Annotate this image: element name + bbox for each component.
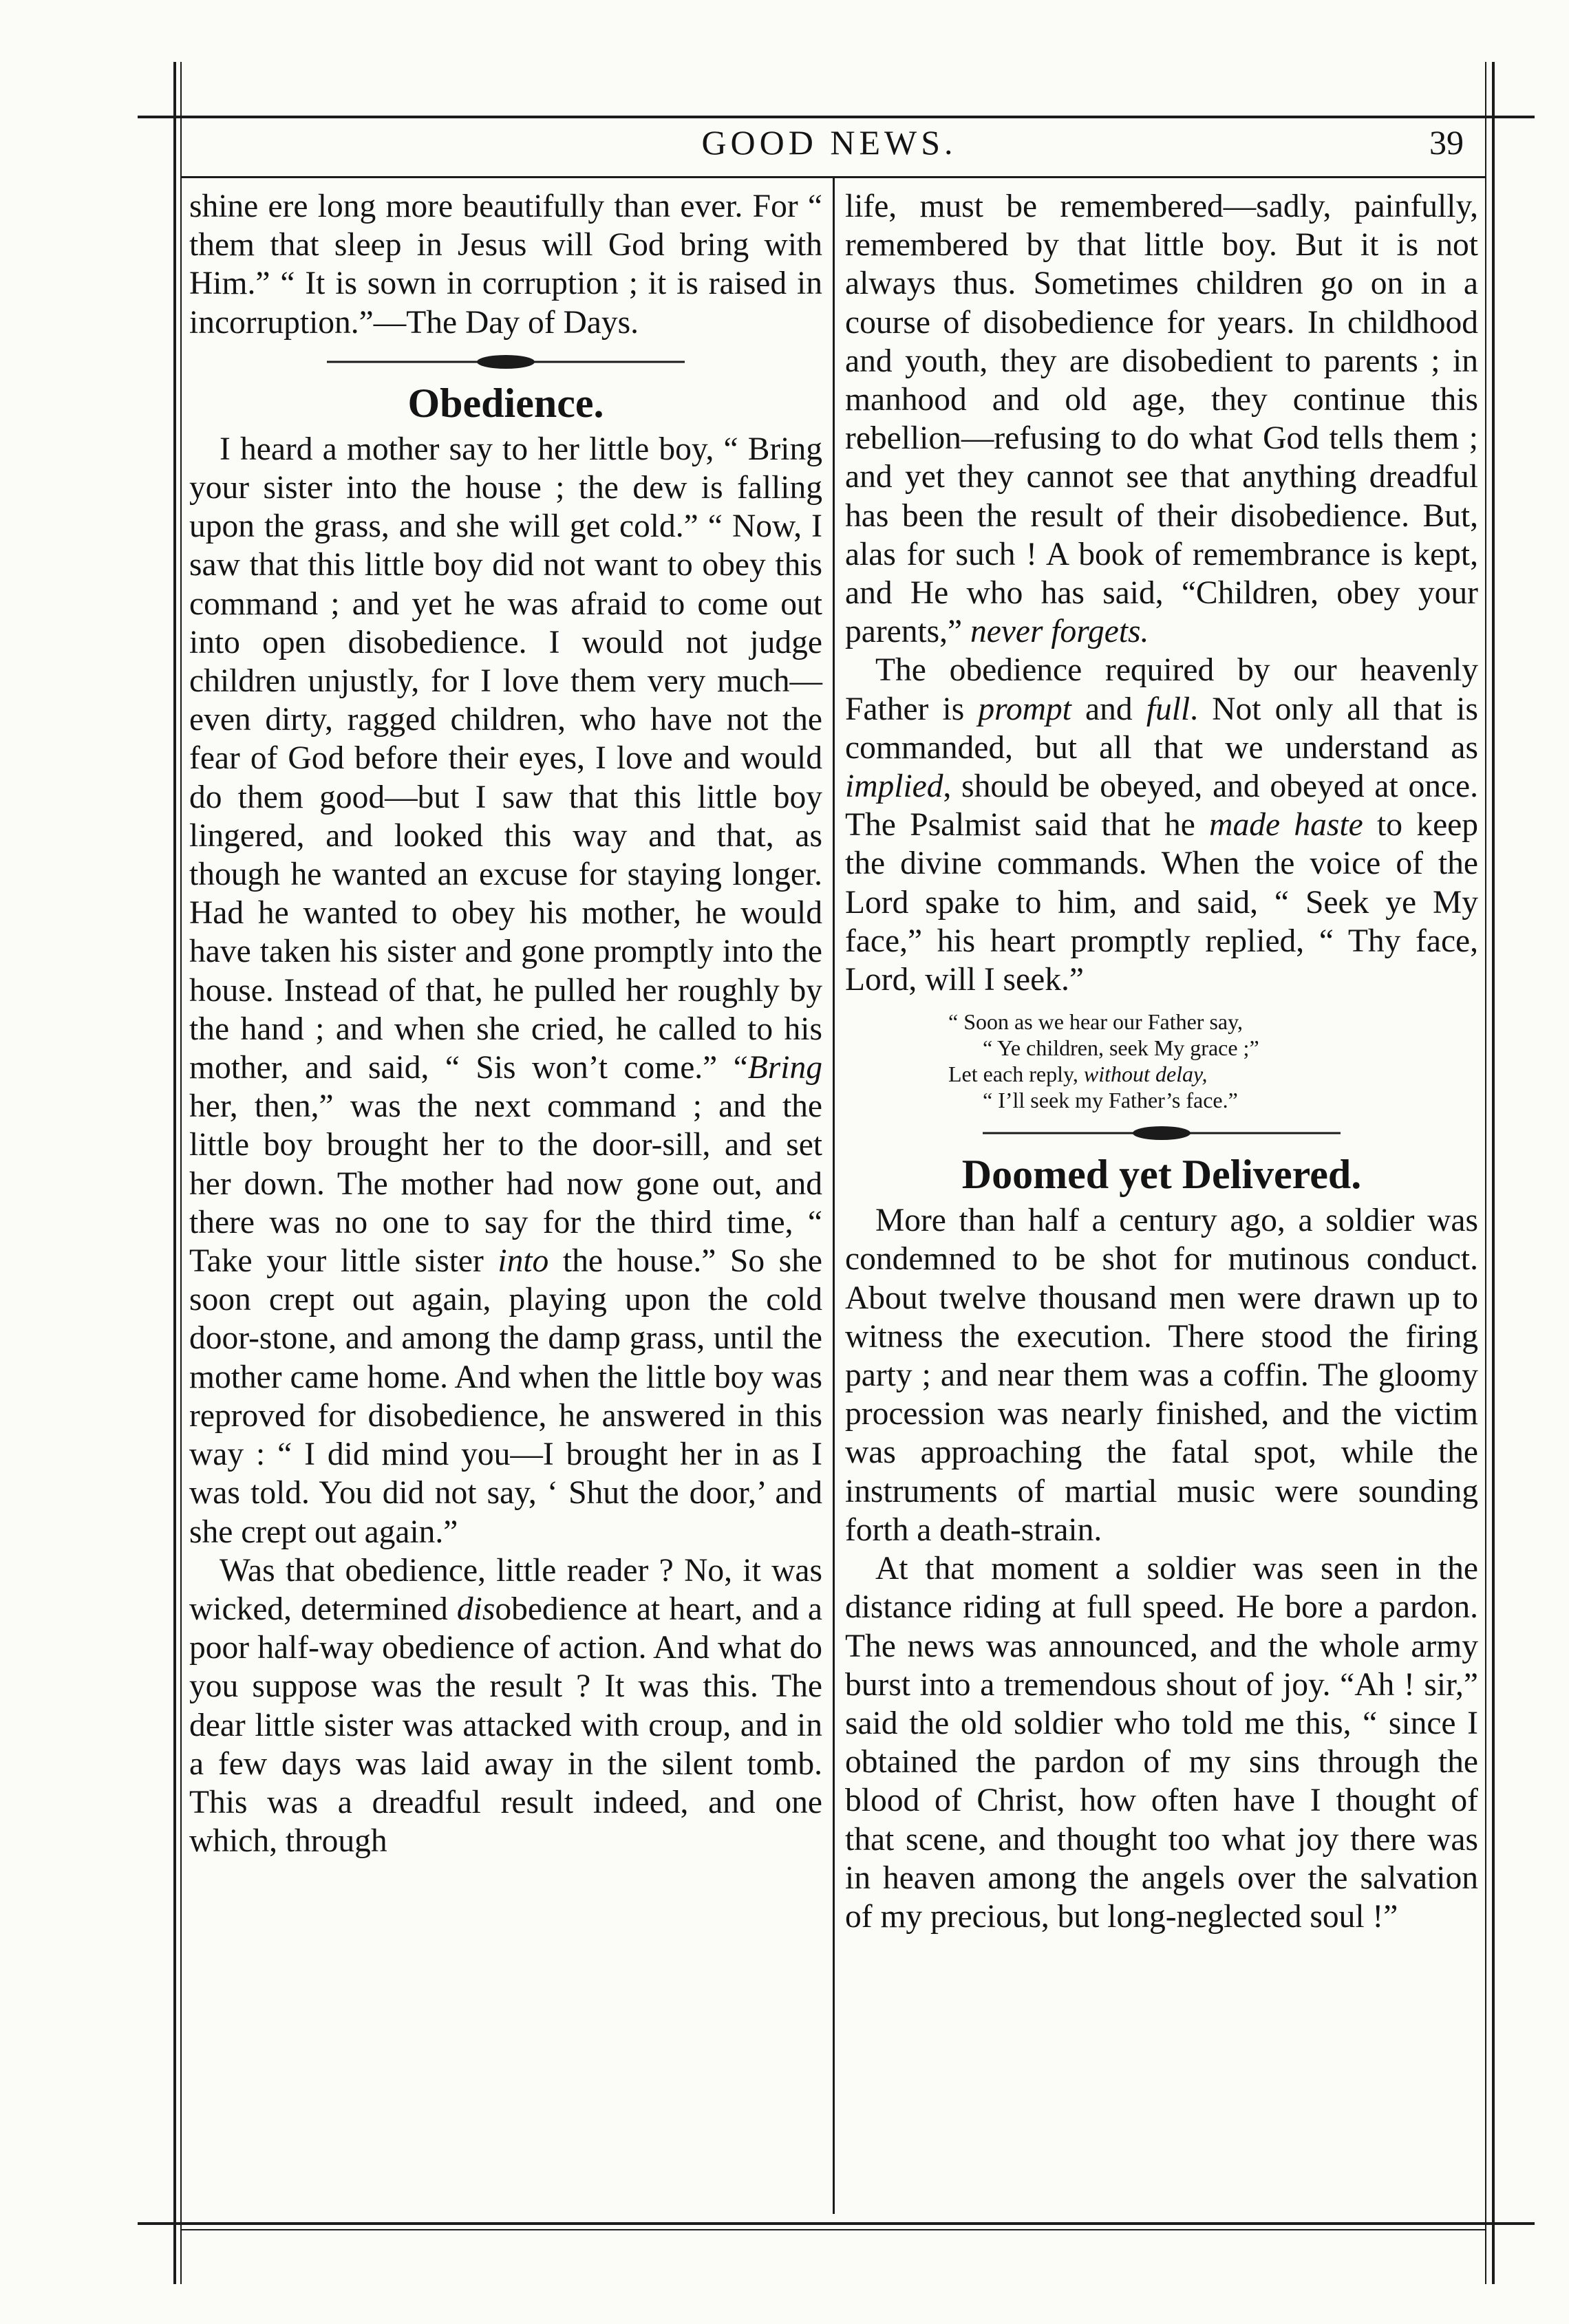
text-run: her, then,” was the next command ; and the little boy brought her to the door-sill, and set her down. The mother had now gone out, and there was no one to say for the third time, “ Take your little sister — [189, 1088, 822, 1280]
text-run: , should be obeyed, and obeyed at once. The Psalmist said that he — [845, 768, 1478, 843]
obedience-paragraph-1 — [189, 430, 822, 1551]
emphasis-run: without delay, — [1083, 1062, 1208, 1087]
hymn-line — [845, 1061, 1478, 1087]
header-title: GOOD NEWS. — [701, 123, 957, 162]
text-run: the house.” So she soon crept out again, playing upon the cold door-stone, and among the damp grass, until the mother came home. And when the little boy was reproved for disobedience, he answered in this way : “ I did mind you—I brought her in as I was told. You did not say, ‘ Shut the door,’ and she crept out again.” — [189, 1243, 822, 1550]
emphasis-run: Bring — [747, 1050, 822, 1086]
text-run: Was that obedience, little reader ? No, it was wicked, determined — [189, 1552, 822, 1627]
doomed-paragraph-1: More than half a century ago, a soldier was condemned to be shot for mutinous conduct. About twelve thousand men were drawn up to witness the execution. There stood the firing party ; and near them was a coffin. The gloomy procession was nearly finished, and the victim was approaching the fatal spot, while the instruments of martial music were sounding forth a death-strain. — [845, 1203, 1478, 1548]
hymn-line: “ I’ll seek my Father’s face.” — [983, 1088, 1238, 1113]
section-title-doomed: Doomed yet Delivered. — [961, 1152, 1362, 1198]
hymn-verse — [845, 1009, 1478, 1113]
text-run: The obedience required by our heavenly Father is — [845, 652, 1478, 727]
section-title-obedience: Obedience. — [407, 380, 604, 426]
section-ornament — [313, 350, 698, 374]
text-run: to keep the divine commands. When the voice of the Lord spake to him, and said, “ Seek ye My face,” his heart promptly replied, “ Thy face, Lord, will I seek.” — [845, 807, 1478, 998]
text-run: obedience at heart, and a poor half-way obedience of action. And what do you suppose was the result ? It was this. The dear little sister was attacked with croup, and in a few days was laid away in the silent tomb. This was a dreadful result indeed, and one which, through — [189, 1591, 822, 1860]
right-column — [845, 187, 1478, 2237]
emphasis-run: into — [498, 1243, 549, 1280]
hymn-line: “ Soon as we hear our Father say, — [948, 1009, 1244, 1035]
hymn-line: “ Ye children, seek My grace ;” — [983, 1035, 1259, 1061]
right-inner-rule — [1485, 62, 1486, 2284]
emphasis-run: never forgets. — [970, 614, 1149, 650]
emphasis-run: implied — [845, 768, 943, 805]
text-run: and — [1071, 691, 1146, 727]
text-run: . Not only all that is commanded, but all that we understand as — [845, 691, 1478, 766]
section-ornament — [969, 1121, 1354, 1145]
text-run: Let each reply, — [948, 1062, 1084, 1087]
emphasis-run: prompt — [978, 691, 1071, 727]
emphasis-run: made haste — [1209, 807, 1363, 843]
header-bottom-rule — [180, 176, 1486, 178]
left-column — [189, 187, 822, 2237]
page-header — [182, 118, 1476, 173]
intro-paragraph: shine ere long more beautifully than ever. For “ them that sleep in Jesus will God bring with Him.” “ It is sown in corruption ; it is raised in incorruption.”—The Day of Days. — [189, 189, 822, 341]
left-outer-rule — [173, 62, 176, 2284]
prompt-obedience-paragraph — [845, 651, 1478, 999]
emphasis-run: full — [1146, 691, 1191, 727]
right-outer-rule — [1492, 62, 1495, 2284]
obedience-paragraph-2 — [189, 1551, 822, 1861]
column-divider — [833, 177, 835, 2214]
text-run: I heard a mother say to her little boy, “ Bring your sister into the house ; the dew is falling upon the grass, and she will get cold.” “ Now, I saw that this little boy did not want to obey this command ; and yet he was afraid to come out into open disobedience. I would not judge children unjustly, for I love them very much—even dirty, ragged children, who have not the fear of God before their eyes, I love and would do them good—but I saw that this little boy lingered, and looked this way and that, as though he wanted an excuse for staying longer. Had he wanted to obey his mother, he would have taken his sister and gone promptly into the house. Instead of that, he pulled her roughly by the hand ; and when she cried, he called to his mother, and said, “ Sis won’t come.” “ — [189, 431, 822, 1086]
emphasis-run: dis — [456, 1591, 495, 1627]
page-number: 39 — [1429, 123, 1464, 162]
continued-paragraph — [845, 187, 1478, 651]
doomed-paragraph-2: At that moment a soldier was seen in the distance riding at full speed. He bore a pardon. The news was announced, and the whole army burst into a tremendous shout of joy. “Ah ! sir,” said the old soldier who told me this, “ since I obtained the pardon of my sins through the blood of Christ, how often have I thought of that scene, and thought too what joy there was in heaven among the angels over the salvation of my precious, but long-neglected soul !” — [845, 1551, 1478, 1935]
left-inner-rule — [180, 62, 182, 2284]
text-run: life, must be remembered—sadly, painfully, remembered by that little boy. But it is not always thus. Sometimes children go on in a course of disobedience for years. In childhood and youth, they are disobedient to parents ; in manhood and old age, they continue this rebellion—refusing to do what God tells them ; and yet they cannot see that anything dreadful has been the result of their disobedience. But, alas for such ! A book of remembrance is kept, and He who has said, “Children, obey your parents,” — [845, 189, 1478, 650]
